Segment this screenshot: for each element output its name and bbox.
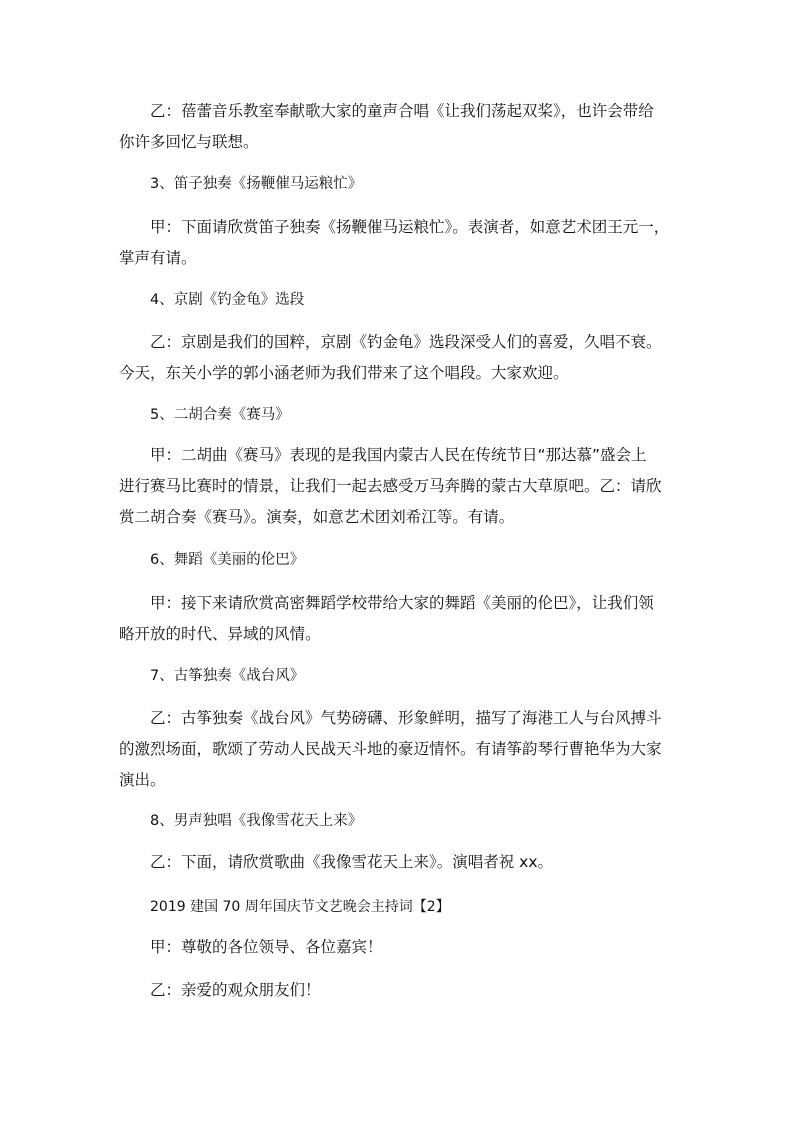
- paragraph-guzheng-intro: [119, 703, 679, 796]
- text-line: 今天，东关小学的郭小涵老师为我们带来了这个唱段。大家欢迎。: [119, 364, 569, 382]
- program-heading-3: 3、笛子独奏《扬鞭催马运粮忙》: [150, 176, 363, 192]
- text-line: 演出。: [119, 771, 166, 789]
- text-line: 赏二胡合奏《赛马》。演奏，如意艺术团刘希江等。有请。: [119, 508, 515, 526]
- text-line: 乙：下面，请欣赏歌曲《我像雪花天上来》。演唱者祝 xx。: [150, 853, 554, 871]
- paragraph-solo-intro: [119, 847, 679, 878]
- text-line: 甲：下面请欣赏笛子独奏《扬鞭催马运粮忙》。表演者，如意艺术团王元一，: [150, 218, 670, 236]
- text-line: 进行赛马比赛时的情景，让我们一起去感受万马奔腾的蒙古大草原吧。乙：请欣: [119, 477, 662, 495]
- program-heading-4: 4、京剧《钓金龟》选段: [150, 292, 305, 308]
- section-title: 2019 建国 70 周年国庆节文艺晚会主持词【2】: [150, 899, 450, 915]
- text-line: 甲：接下来请欣赏高密舞蹈学校带给大家的舞蹈《美丽的伦巴》，让我们领: [150, 594, 654, 612]
- paragraph-opera-intro: [119, 327, 679, 389]
- paragraph-greeting-2: [119, 975, 679, 1006]
- paragraph-erhu-intro: [119, 440, 679, 533]
- text-line: 乙：京剧是我们的国粹，京剧《钓金龟》选段深受人们的喜爱，久唱不衰。: [150, 333, 662, 351]
- paragraph-flute-intro: [119, 212, 679, 274]
- program-heading-6: 6、舞蹈《美丽的伦巴》: [150, 552, 305, 568]
- paragraph-dance-intro: [119, 588, 679, 650]
- program-heading-5: 5、二胡合奏《赛马》: [150, 407, 290, 423]
- text-line: 乙：古筝独奏《战台风》气势磅礴、形象鲜明，描写了海港工人与台风搏斗: [150, 709, 662, 727]
- text-line: 甲：二胡曲《赛马》表现的是我国内蒙古人民在传统节日“那达慕”盛会上: [150, 446, 647, 464]
- paragraph-chorus-intro: [119, 96, 679, 158]
- text-line: 甲：尊敬的各位领导、各位嘉宾！: [150, 938, 383, 956]
- text-line: 的激烈场面，歌颂了劳动人民战天斗地的豪迈情怀。有请筝韵琴行曹艳华为大家: [119, 740, 662, 758]
- text-line: 略开放的时代、异域的风情。: [119, 625, 321, 643]
- text-line: 乙：亲爱的观众朋友们！: [150, 981, 321, 999]
- text-line: 乙：蓓蕾音乐教室奉献歌大家的童声合唱《让我们荡起双桨》，也许会带给: [150, 102, 654, 120]
- program-heading-7: 7、古筝独奏《战台风》: [150, 668, 305, 684]
- text-line: 掌声有请。: [119, 249, 197, 267]
- paragraph-greeting-1: [119, 932, 679, 963]
- text-line: 你许多回忆与联想。: [119, 133, 259, 151]
- program-heading-8: 8、男声独唱《我像雪花天上来》: [150, 813, 363, 829]
